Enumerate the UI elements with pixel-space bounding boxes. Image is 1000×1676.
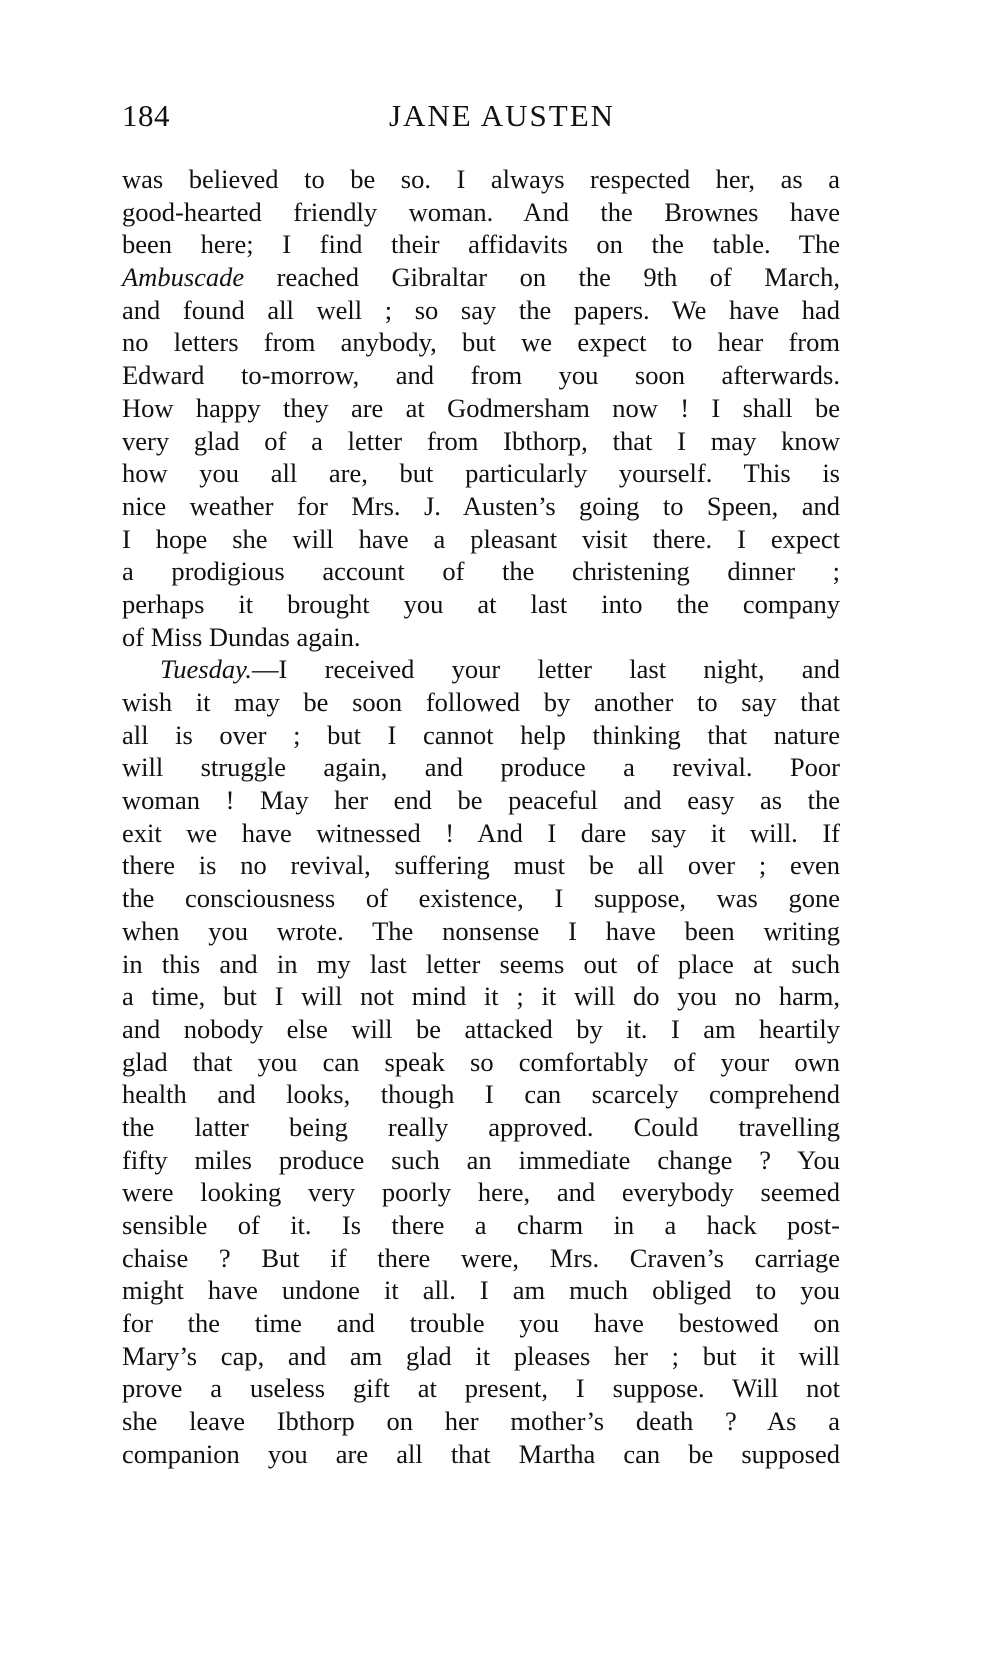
page-number: 184 bbox=[122, 98, 170, 133]
text-line: the consciousness of existence, I suppose, was gone bbox=[122, 883, 840, 914]
ship-name-ambuscade: Ambuscade bbox=[122, 262, 245, 293]
text-line: all is over ; but I cannot help thinking that nature bbox=[122, 719, 840, 750]
text-line: a time, but I will not mind it ; it will do you no harm, bbox=[122, 981, 840, 1012]
text-line: How happy they are at Godmersham now ! I shall be bbox=[122, 392, 840, 423]
text-line: woman ! May her end be peaceful and easy as the bbox=[122, 785, 840, 816]
text-line: sensible of it. Is there a charm in a hack post- bbox=[122, 1210, 840, 1240]
text-line: and found all well ; so say the papers. We have had bbox=[122, 294, 840, 325]
text-line: been here; I find their affidavits on the table. The bbox=[122, 229, 840, 260]
text-line: wish it may be soon followed by another to say that bbox=[122, 687, 840, 717]
text-line: when you wrote. The nonsense I have been writing bbox=[122, 915, 840, 946]
text-fragment: reached Gibraltar on the 9th of March, bbox=[276, 262, 841, 293]
text-line: were looking very poorly here, and everybody seemed bbox=[122, 1177, 840, 1208]
text-line: health and looks, though I can scarcely comprehend bbox=[122, 1079, 840, 1110]
text-line: I hope she will have a pleasant visit there. I expect bbox=[122, 523, 840, 554]
text-line: nice weather for Mrs. J. Austen’s going to Speen, and bbox=[122, 490, 840, 521]
text-line-tuesday bbox=[122, 653, 840, 686]
text-fragment: —I received your letter last night, and bbox=[252, 654, 840, 685]
text-line: good-hearted friendly woman. And the Brownes have bbox=[122, 196, 840, 227]
text-line: of Miss Dundas again. bbox=[122, 621, 361, 652]
running-head: JANE AUSTEN bbox=[388, 98, 616, 133]
text-line: Mary’s cap, and am glad it pleases her ; but it will bbox=[122, 1340, 840, 1371]
text-line: a prodigious account of the christening dinner ; bbox=[122, 556, 840, 587]
text-line: will struggle again, and produce a revival. Poor bbox=[122, 752, 840, 783]
text-line: prove a useless gift at present, I suppose. Will not bbox=[122, 1373, 840, 1404]
text-line: fifty miles produce such an immediate change ? You bbox=[122, 1144, 840, 1175]
text-line: very glad of a letter from Ibthorp, that I may know bbox=[122, 425, 840, 456]
day-heading-tuesday: Tuesday. bbox=[160, 654, 253, 685]
text-line: how you all are, but particularly yourself. This is bbox=[122, 458, 840, 489]
text-line: exit we have witnessed ! And I dare say it will. If bbox=[122, 817, 840, 848]
text-line: no letters from anybody, but we expect to hear from bbox=[122, 327, 840, 358]
text-line: for the time and trouble you have bestowed on bbox=[122, 1308, 840, 1339]
text-line: she leave Ibthorp on her mother’s death ? As a bbox=[122, 1406, 840, 1437]
text-line: in this and in my last letter seems out of place at such bbox=[122, 948, 840, 979]
text-line-ambuscade bbox=[122, 261, 840, 294]
text-line: chaise ? But if there were, Mrs. Craven’s carriage bbox=[122, 1242, 840, 1273]
text-line: might have undone it all. I am much obliged to you bbox=[122, 1275, 840, 1306]
text-line: companion you are all that Martha can be supposed bbox=[122, 1438, 840, 1469]
text-line: and nobody else will be attacked by it. I am heartily bbox=[122, 1013, 840, 1044]
text-line: there is no revival, suffering must be all over ; even bbox=[122, 850, 840, 881]
page-header bbox=[122, 98, 882, 138]
text-line: the latter being really approved. Could travelling bbox=[122, 1111, 840, 1142]
text-line: was believed to be so. I always respected her, as a bbox=[122, 164, 840, 194]
letter-text bbox=[122, 163, 840, 1471]
text-line: perhaps it brought you at last into the company bbox=[122, 588, 840, 619]
text-line: glad that you can speak so comfortably of your own bbox=[122, 1046, 840, 1077]
text-line: Edward to-morrow, and from you soon afterwards. bbox=[122, 360, 840, 391]
